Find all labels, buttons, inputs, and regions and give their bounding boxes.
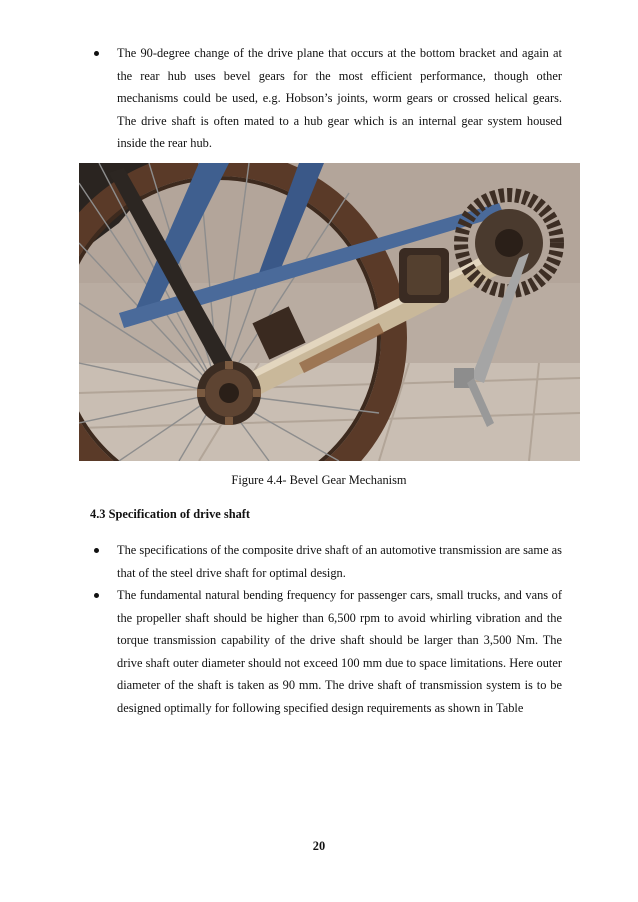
bullet-icon	[94, 51, 99, 56]
bullet-icon	[94, 548, 99, 553]
bullet-text: The specifications of the composite drive shaft of an automotive transmission are same as that of the steel drive shaft for optimal design.	[117, 543, 562, 580]
bevel-gear-photo	[79, 163, 580, 461]
section-heading: 4.3 Specification of drive shaft	[90, 507, 251, 521]
figure-caption: Figure 4.4- Bevel Gear Mechanism	[231, 473, 407, 487]
bullet-icon	[94, 593, 99, 598]
bicycle-drive-shaft-illustration	[79, 163, 580, 461]
bullet-text: The 90-degree change of the drive plane that occurs at the bottom bracket and again at the rear hub uses bevel gears for the most efficient performance, though other mechanisms could be used, e.g. Hobson’s joints, worm gears or crossed helical gears. The drive shaft is often mated to a hub gear which is an internal gear system housed inside the rear hub.	[117, 46, 562, 150]
page-number: 20	[312, 839, 326, 853]
bullet-text: The fundamental natural bending frequency for passenger cars, small trucks, and vans of the propeller shaft should be higher than 6,500 rpm to avoid whirling vibration and the torque transmission capability of the drive shaft should be larger than 3,500 Nm. The drive shaft outer diameter should not exceed 100 mm due to space limitations. Here outer diameter of the shaft is taken as 90 mm. The drive shaft of transmission system is to be designed optimally for following specified design requirements as shown in Table	[117, 588, 562, 715]
